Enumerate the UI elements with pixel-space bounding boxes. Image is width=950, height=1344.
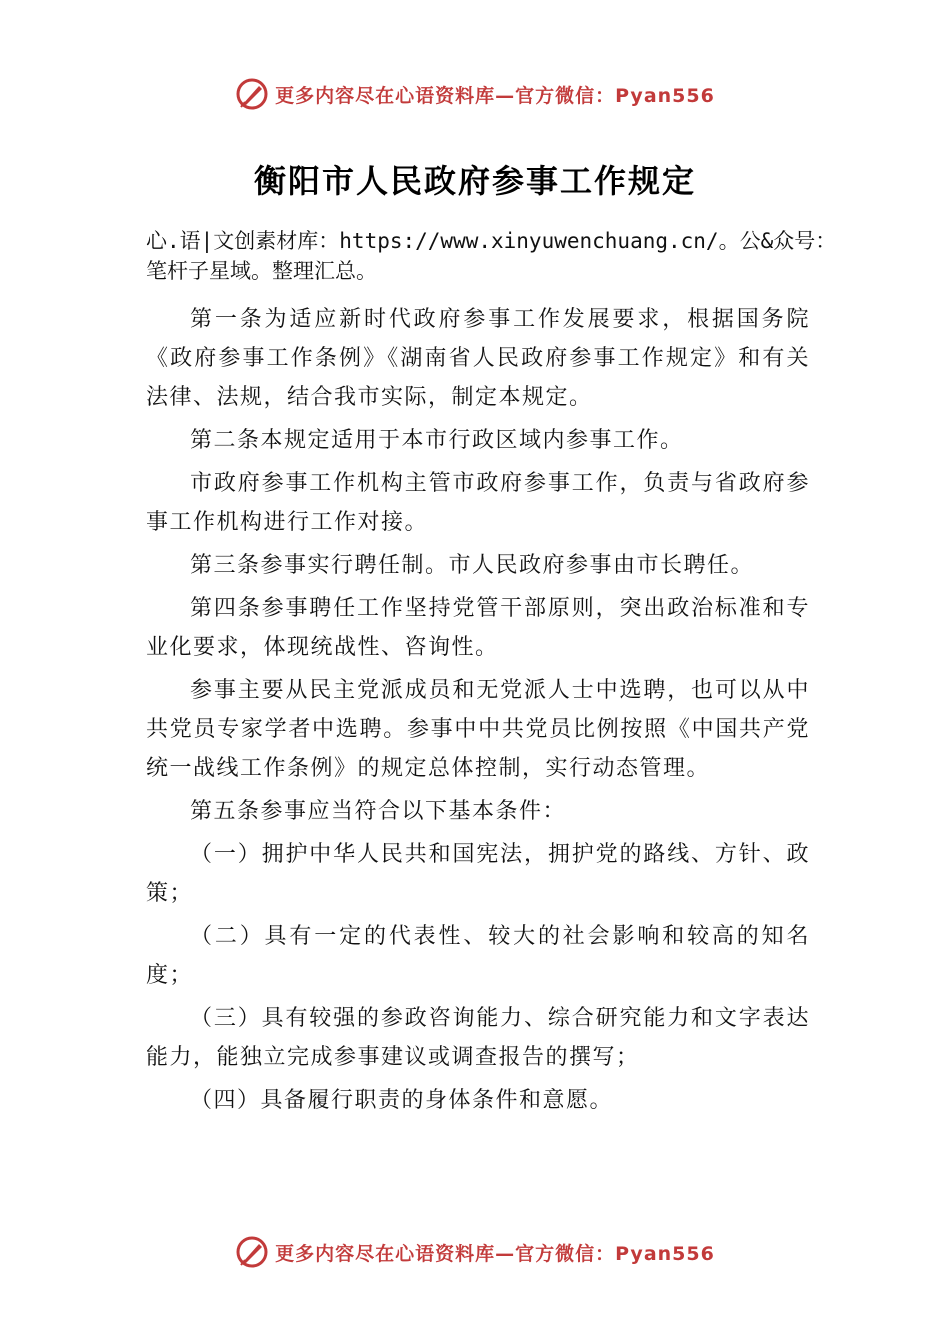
source-note: 心.语|文创素材库：https://www.xinyuwenchuang.cn/。公&众号：笔杆子星域。整理汇总。 (146, 229, 837, 283)
banner-text: 更多内容尽在心语资料库—官方微信：Pyan556 (275, 1242, 715, 1265)
header-banner (0, 74, 950, 114)
paragraph-item-1: （一）拥护中华人民共和国宪法，拥护党的路线、方针、政策； (146, 842, 810, 906)
paragraph-item-3: （三）具有较强的参政咨询能力、综合研究能力和文字表达能力，能独立完成参事建议或调查报告的撰写； (146, 1006, 810, 1070)
paragraph-article-2-cont: 市政府参事工作机构主管市政府参事工作，负责与省政府参事工作机构进行工作对接。 (146, 471, 810, 535)
paragraph-item-2: （二）具有一定的代表性、较大的社会影响和较高的知名度； (146, 924, 810, 988)
quill-circle-icon (235, 1235, 269, 1269)
paragraph-article-5: 第五条参事应当符合以下基本条件： (190, 799, 567, 824)
document-title: 衡阳市人民政府参事工作规定 (253, 162, 696, 200)
document-body (146, 300, 810, 1124)
paragraph-article-1: 第一条为适应新时代政府参事工作发展要求，根据国务院《政府参事工作条例》《湖南省人民政府参事工作规定》和有关法律、法规，结合我市实际，制定本规定。 (146, 307, 810, 410)
paragraph-article-3: 第三条参事实行聘任制。市人民政府参事由市长聘任。 (190, 553, 755, 578)
paragraph-article-4: 第四条参事聘任工作坚持党管干部原则，突出政治标准和专业化要求，体现统战性、咨询性。 (146, 596, 810, 660)
paragraph-item-4: （四）具备履行职责的身体条件和意愿。 (190, 1088, 614, 1113)
quill-circle-icon (235, 77, 269, 111)
paragraph-article-4-cont: 参事主要从民主党派成员和无党派人士中选聘，也可以从中共党员专家学者中选聘。参事中中共党员比例按照《中国共产党统一战线工作条例》的规定总体控制，实行动态管理。 (146, 678, 810, 781)
footer-banner (0, 1232, 950, 1272)
paragraph-article-2: 第二条本规定适用于本市行政区域内参事工作。 (190, 428, 684, 453)
banner-text: 更多内容尽在心语资料库—官方微信：Pyan556 (275, 84, 715, 107)
